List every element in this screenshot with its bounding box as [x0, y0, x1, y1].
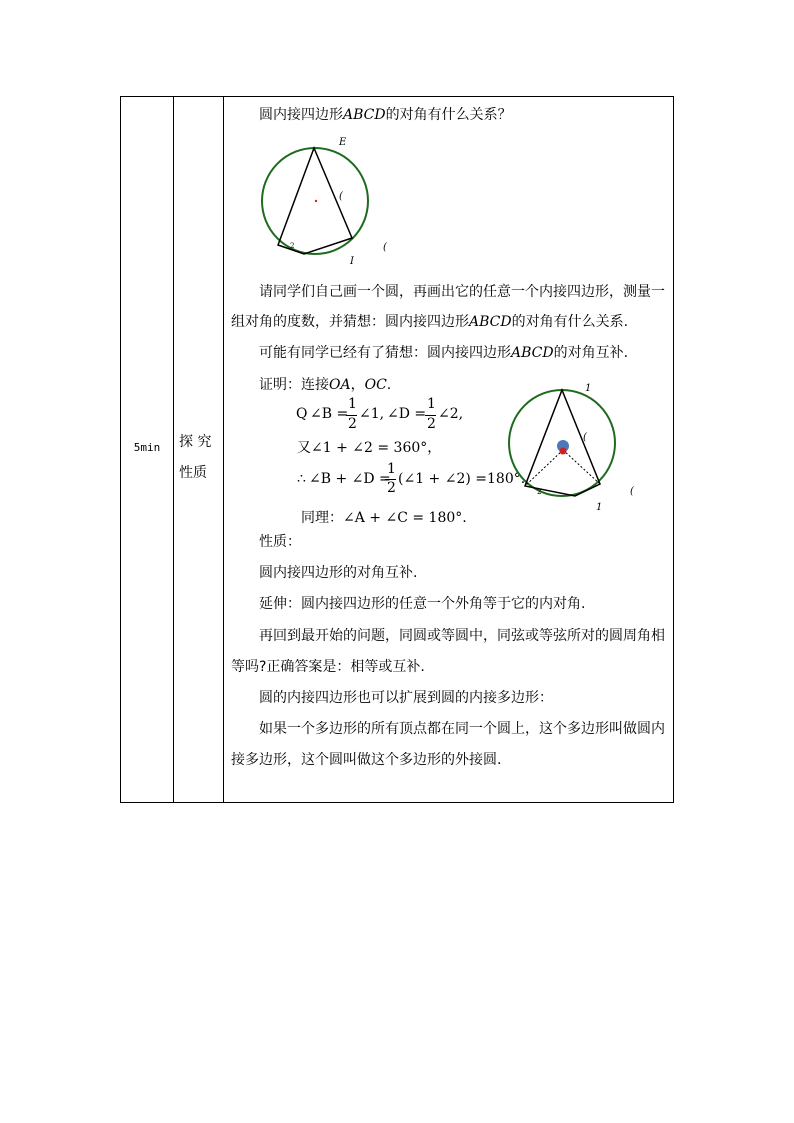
text: ∴	[297, 471, 306, 487]
text: ∠B =	[310, 406, 349, 422]
paragraph-line: 等吗?正确答案是：相等或互补.	[231, 659, 425, 675]
figure-proof-quadrilateral	[503, 378, 643, 518]
fraction-numerator: 1	[387, 461, 396, 477]
radius-oa	[525, 450, 563, 486]
text: 同理：	[301, 510, 343, 526]
question-text: 的对角有什么关系？	[385, 107, 512, 123]
label-c-inner: (	[583, 432, 587, 443]
text: ∠A + ∠C = 180°.	[343, 510, 467, 526]
text: Q	[296, 406, 308, 422]
table-divider	[173, 97, 174, 802]
proof-line-2: 又∠1 + ∠2 = 360°，	[297, 440, 442, 456]
paragraph-line: 请同学们自己画一个圆，再画出它的任意一个内接四边形，测量一	[259, 284, 665, 300]
angle-label: 2	[537, 488, 542, 496]
quad-name: ABCD	[343, 107, 386, 123]
property-heading: 性质：	[259, 534, 301, 550]
paragraph-line	[231, 311, 628, 331]
fraction-denominator: 2	[348, 416, 357, 432]
fraction-numerator: 1	[427, 396, 436, 412]
text: ∠1,	[359, 406, 385, 422]
radius-oc	[563, 450, 600, 484]
proof-line-4	[301, 507, 467, 527]
fraction-numerator: 1	[348, 396, 357, 412]
table-divider	[223, 97, 224, 802]
label-c-inner: (	[339, 191, 343, 202]
center-dot	[560, 448, 567, 455]
quad-name: ABCD	[511, 345, 554, 361]
text: 证明：连接	[259, 377, 329, 393]
paragraph-line: 如果一个多边形的所有顶点都在同一个圆上，这个多边形叫做圆内	[259, 721, 665, 737]
center-dot	[315, 200, 317, 202]
angle-label: 2	[290, 242, 295, 250]
text: 的对角有什么关系.	[511, 314, 629, 330]
text: ∠D =	[387, 406, 427, 422]
topic-line: 性质	[179, 465, 207, 481]
text: .	[386, 377, 392, 393]
extension-statement: 延伸：圆内接四边形的任意一个外角等于它的内对角.	[259, 596, 586, 612]
label-b: 1	[585, 383, 592, 394]
label-c-outer: (	[630, 486, 634, 497]
property-statement: 圆内接四边形的对角互补.	[259, 565, 418, 581]
quad-name: ABCD	[469, 314, 512, 330]
paragraph-line	[259, 342, 628, 362]
time-cell: 5min	[133, 441, 161, 454]
fraction-denominator: 2	[387, 480, 396, 496]
text: ∠B + ∠D =	[309, 471, 391, 487]
text: 的对角互补.	[553, 345, 629, 361]
label-b: E	[339, 137, 347, 148]
topic-cell	[179, 427, 211, 489]
topic-line: 探 究	[179, 434, 212, 450]
text: ∠2,	[438, 406, 464, 422]
label-c-outer: (	[383, 242, 387, 253]
segment-oc: OC	[364, 377, 387, 393]
segment-oa: OA	[329, 377, 351, 393]
question	[259, 104, 512, 124]
paragraph-line: 再回到最开始的问题，同圆或等圆中，同弦或等弦所对的圆周角相	[259, 628, 665, 644]
text: 组对角的度数，并猜想：圆内接四边形	[231, 314, 469, 330]
proof-header	[259, 374, 391, 394]
question-text: 圆内接四边形	[259, 107, 343, 123]
text: (∠1 + ∠2) =180°.	[398, 471, 526, 487]
text: ，	[350, 377, 365, 393]
fraction-denominator: 2	[427, 416, 436, 432]
paragraph-line: 接多边形，这个圆叫做这个多边形的外接圆.	[231, 752, 502, 768]
label-d: 1	[596, 502, 603, 513]
text: 可能有同学已经有了猜想：圆内接四边形	[259, 345, 511, 361]
figure-inscribed-quadrilateral	[255, 133, 395, 268]
paragraph-line: 圆的内接四边形也可以扩展到圆的内接多边形：	[259, 690, 553, 706]
label-d: I	[350, 256, 354, 267]
